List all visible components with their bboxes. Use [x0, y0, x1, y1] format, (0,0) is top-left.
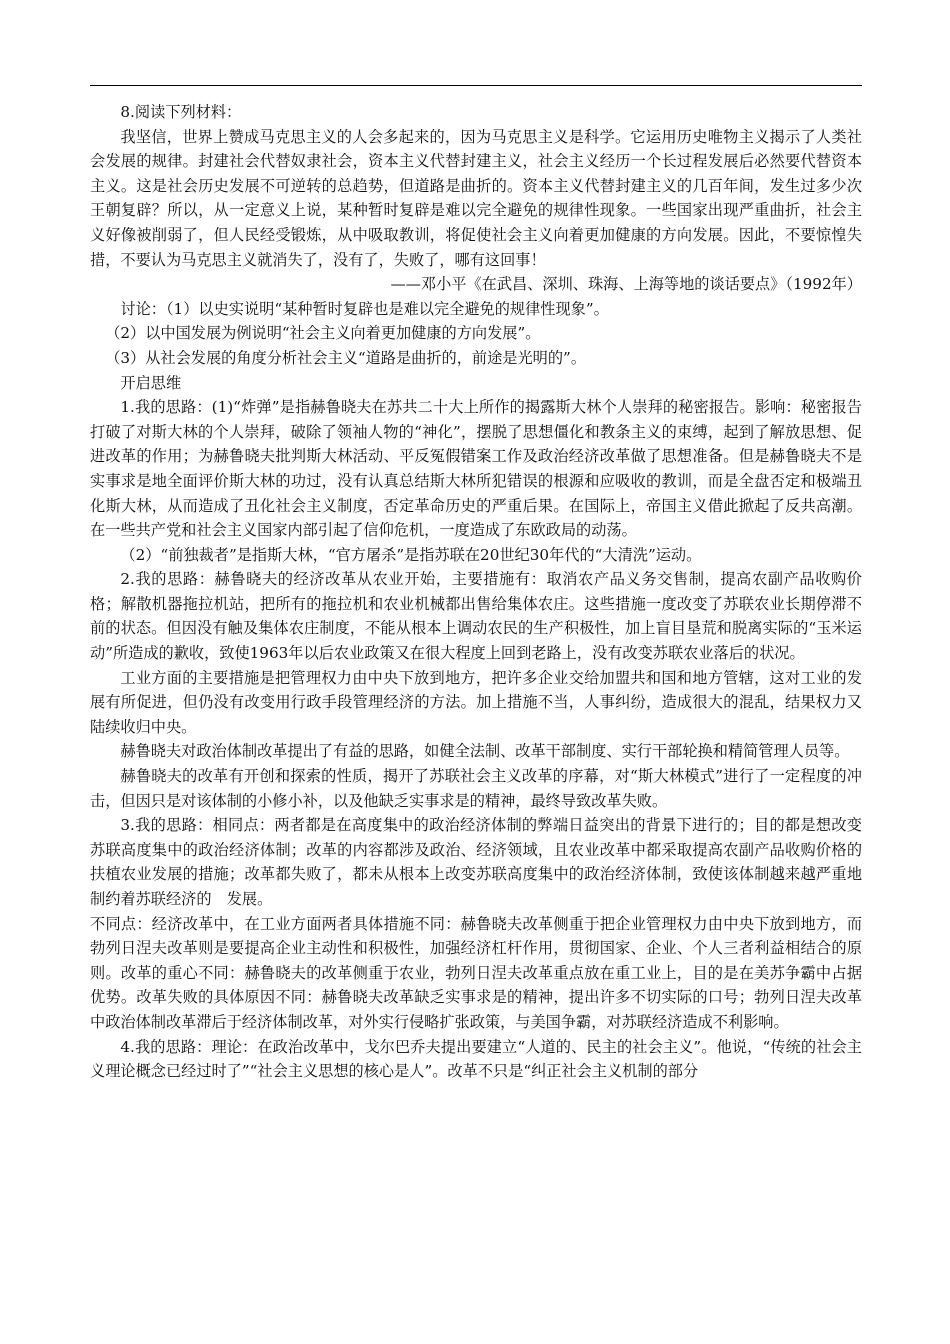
document-body [90, 100, 862, 1084]
section-heading: 开启思维 [120, 373, 182, 392]
answer-3-paragraph-1: 3.我的思路：相同点：两者都是在高度集中的政治经济体制的弊端日益突出的背景下进行的；目的都是想改变苏联高度集中的政治经济体制；改革的内容都涉及政治、经济领域，且农业改革中都采取提高农副产品收购价格的扶植农业发展的措施；改革都失败了，都未从根本上改变苏联高度集中的政治经济体制，致使该体制越来越严重地制约着苏联经济的 发展。 [90, 816, 862, 908]
answer-2-paragraph-1: 2.我的思路：赫鲁晓夫的经济改革从农业开始，主要措施有：取消农产品义务交售制，提高农副产品收购价格；解散机器拖拉机站，把所有的拖拉机和农业机械都出售给集体农庄。这些措施一度改变了苏联农业长期停滞不前的状态。但因没有触及集体农庄制度，不能从根本上调动农民的生产积极性，加上盲目垦荒和脱离实际的“玉米运动”所造成的歉收，致使1963年以后农业政策又在很大程度上回到老路上，没有改变苏联农业落后的状况。 [90, 570, 862, 663]
discussion-1: 讨论：（1）以史实说明“某种暂时复辟也是难以完全避免的规律性现象”。 [120, 299, 609, 318]
question-8-title: 8.阅读下列材料： [120, 103, 242, 121]
discussion-3: （3）从社会发展的角度分析社会主义“道路是曲折的，前途是光明的”。 [105, 348, 587, 367]
answer-4-paragraph-1: 4.我的思路：理论：在政治改革中，戈尔巴乔夫提出要建立“人道的、民主的社会主义”。他说，“传统的社会主义理论概念已经过时了”“社会主义思想的核心是人”。改革不只是“纠正社会主义机制的部分 [90, 1037, 862, 1081]
quote-attribution: ——邓小平《在武昌、深圳、珠海、上海等地的谈话要点》（1992年） [390, 275, 862, 294]
header-rule [90, 85, 862, 86]
quote-paragraph: 我坚信，世界上赞成马克思主义的人会多起来的，因为马克思主义是科学。它运用历史唯物主义揭示了人类社会发展的规律。封建社会代替奴隶社会，资本主义代替封建主义，社会主义经历一个长过程发展后必然要代替资本主义。这是社会历史发展不可逆转的总趋势，但道路是曲折的。资本主义代替封建主义的几百年间，发生过多少次王朝复辟？所以，从一定意义上说，某种暂时复辟是难以完全避免的规律性现象。一些国家出现严重曲折，社会主义好像被削弱了，但人民经受锻炼，从中吸取教训，将促使社会主义向着更加健康的方向发展。因此，不要惊惶失措，不要认为马克思主义就消失了，没有了，失败了，哪有这回事！ [90, 127, 862, 269]
discussion-2: （2）以中国发展为例说明“社会主义向着更加健康的方向发展”。 [105, 324, 541, 343]
answer-2-paragraph-2: 工业方面的主要措施是把管理权力由中央下放到地方，把许多企业交给加盟共和国和地方管辖，这对工业的发展有所促进，但仍没有改变用行政手段管理经济的方法。加上措施不当，人事纠纷，造成很大的混乱，结果权力又陆续收归中央。 [90, 668, 862, 736]
answer-1-paragraph-1: 1.我的思路：(1)“炸弹”是指赫鲁晓夫在苏共二十大上所作的揭露斯大林个人崇拜的秘密报告。影响：秘密报告打破了对斯大林的个人崇拜，破除了领袖人物的“神化”，摆脱了思想僵化和教条主义的束缚，起到了解放思想、促进改革的作用；为赫鲁晓夫批判斯大林活动、平反冤假错案工作及政治经济改革做了思想准备。但是赫鲁晓夫不是实事求是地全面评价斯大林的功过，没有认真总结斯大林所犯错误的根源和应吸收的教训，而是全盘否定和极端丑化斯大林，从而造成了丑化社会主义制度，否定革命历史的严重后果。在国际上，帝国主义借此掀起了反共高潮。在一些共产党和社会主义国家内部引起了信仰危机，一度造成了东欧政局的动荡。 [90, 398, 862, 540]
answer-3-paragraph-2: 不同点：经济改革中，在工业方面两者具体措施不同：赫鲁晓夫改革侧重于把企业管理权力由中央下放到地方，而勃列日涅夫改革则是要提高企业主动性和积极性，加强经济杠杆作用，贯彻国家、企业、个人三者利益相结合的原则。改革的重心不同：赫鲁晓夫的改革侧重于农业，勃列日涅夫改革重点放在重工业上，目的是在美苏争霸中占据优势。改革失败的具体原因不同：赫鲁晓夫改革缺乏实事求是的精神，提出许多不切实际的口号；勃列日涅夫改革中政治体制改革滞后于经济体制改革，对外实行侵略扩张政策，与美国争霸，对苏联经济造成不利影响。 [90, 914, 862, 1031]
answer-2-paragraph-3: 赫鲁晓夫对政治体制改革提出了有益的思路，如健全法制、改革干部制度、实行干部轮换和精简管理人员等。 [120, 742, 850, 761]
answer-1-paragraph-2: （2）“前独裁者”是指斯大林，“官方屠杀”是指苏联在20世纪30年代的“大清洗”运动。 [120, 545, 702, 564]
answer-2-paragraph-4: 赫鲁晓夫的改革有开创和探索的性质，揭开了苏联社会主义改革的序幕，对“斯大林模式”进行了一定程度的冲击，但因只是对该体制的小修小补，以及他缺乏实事求是的精神，最终导致改革失败。 [90, 767, 862, 810]
